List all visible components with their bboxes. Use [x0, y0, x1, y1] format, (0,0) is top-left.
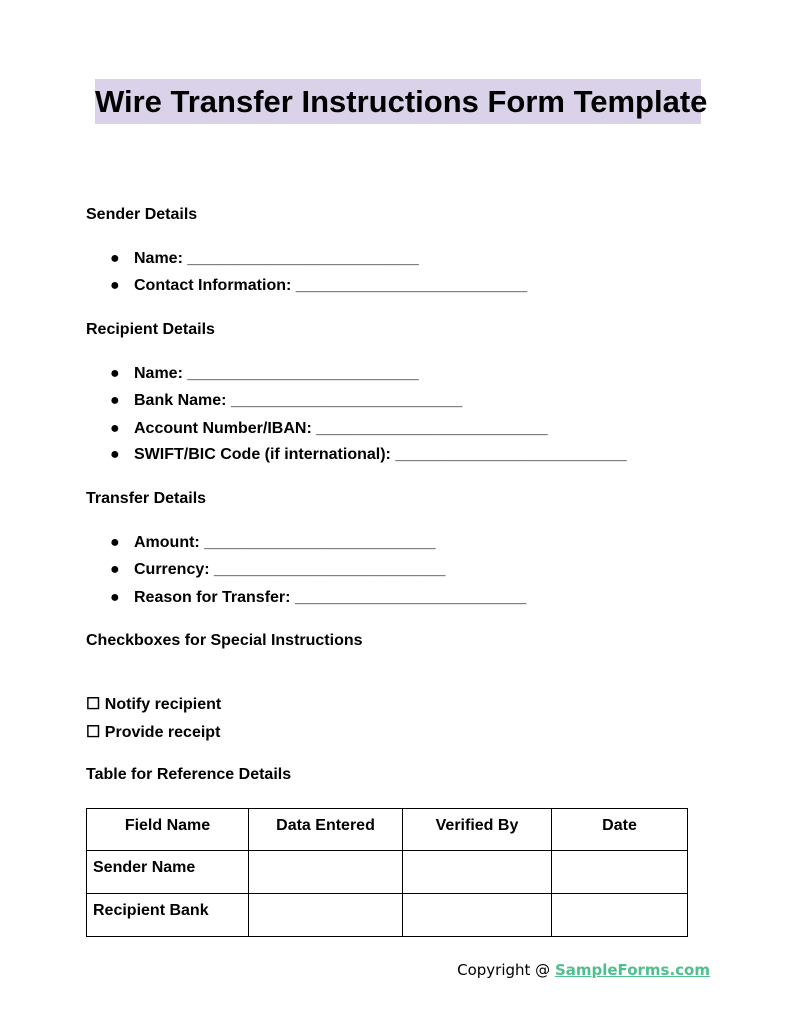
- table-row: [87, 894, 688, 937]
- footer: [457, 961, 710, 979]
- table-cell[interactable]: [403, 851, 552, 894]
- table-heading: Table for Reference Details: [86, 766, 292, 783]
- list-item: ● Contact Information: __________________________: [110, 277, 528, 294]
- table-cell[interactable]: [552, 851, 688, 894]
- table-header-row: [87, 809, 688, 851]
- table-cell[interactable]: [403, 894, 552, 937]
- table-cell[interactable]: [552, 894, 688, 937]
- column-header: Verified By: [403, 809, 552, 851]
- list-item: ● Amount: __________________________: [110, 534, 436, 551]
- list-item: ● Currency: __________________________: [110, 561, 446, 578]
- column-header: Field Name: [87, 809, 249, 851]
- column-header: Date: [552, 809, 688, 851]
- list-item: ● Account Number/IBAN: __________________________: [110, 420, 548, 437]
- table-row: [87, 851, 688, 894]
- table-cell: Sender Name: [87, 851, 249, 894]
- list-item: ● Name: __________________________: [110, 365, 419, 382]
- list-item: ● SWIFT/BIC Code (if international): __________________________: [110, 446, 627, 463]
- checkbox-notify-recipient[interactable]: ☐ Notify recipient: [86, 696, 222, 713]
- checkbox-provide-receipt[interactable]: ☐ Provide receipt: [86, 724, 221, 741]
- table-cell[interactable]: [249, 851, 403, 894]
- list-item: ● Reason for Transfer: __________________________: [110, 589, 527, 606]
- table-cell: Recipient Bank: [87, 894, 249, 937]
- page-title: Wire Transfer Instructions Form Template: [95, 79, 701, 124]
- column-header: Data Entered: [249, 809, 403, 851]
- checkboxes-heading: Checkboxes for Special Instructions: [86, 632, 363, 649]
- reference-table: [86, 808, 688, 937]
- copyright-text: Copyright @: [457, 961, 555, 979]
- sender-heading: Sender Details: [86, 206, 198, 223]
- sampleforms-link[interactable]: SampleForms.com: [554, 961, 710, 979]
- table-cell[interactable]: [249, 894, 403, 937]
- transfer-heading: Transfer Details: [86, 490, 207, 507]
- list-item: ● Name: __________________________: [110, 250, 419, 267]
- recipient-heading: Recipient Details: [86, 321, 215, 338]
- list-item: ● Bank Name: __________________________: [110, 392, 463, 409]
